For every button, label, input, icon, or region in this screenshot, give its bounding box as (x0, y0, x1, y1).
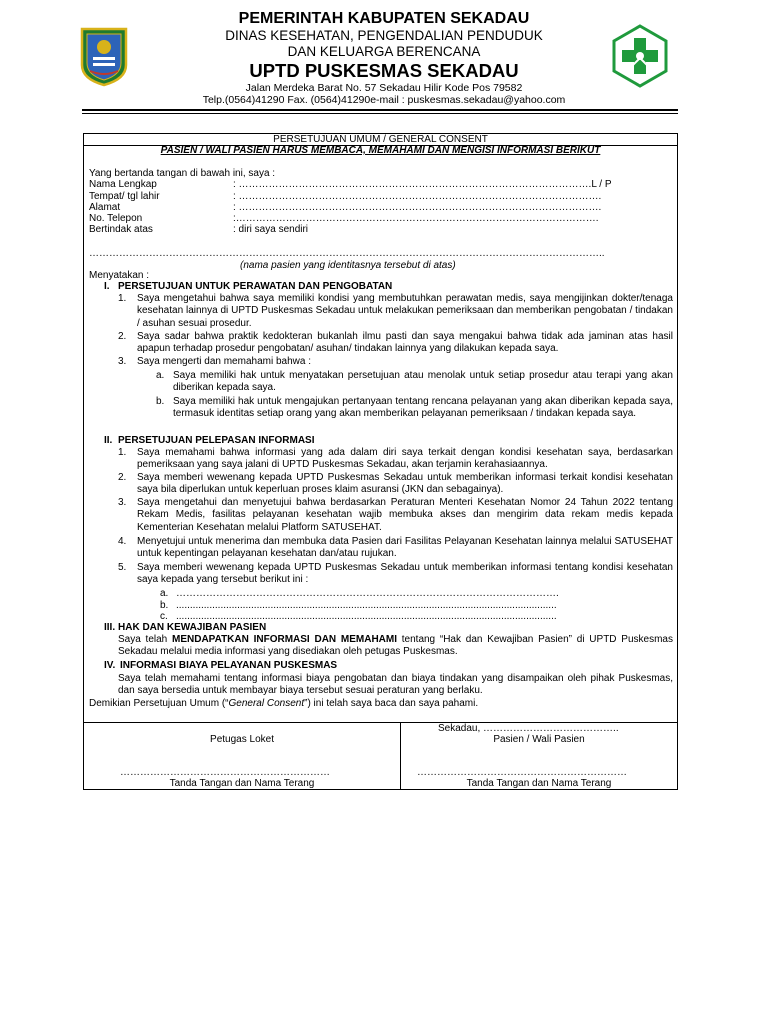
section-3-text-end: tentang “Hak dan Kewajiban Pasien” di UPTD Puskesmas Sekadau melalui media informasi yang disediakan oleh petugas Puskesmas. (118, 634, 673, 658)
field-phone[interactable]: :………………………………………………………………………………………………. (233, 213, 599, 224)
patient-name-note: (nama pasien yang identitasnya tersebut di atas) (240, 260, 456, 271)
closing-start: Demikian Persetujuan Umum (“ (89, 698, 229, 709)
section-3-title: HAK DAN KEWAJIBAN PASIEN (118, 622, 267, 633)
s2-sub-a-number: a. (160, 588, 169, 599)
consent-form (83, 133, 678, 790)
institution-contact: Telp.(0564)41290 Fax. (0564)41290e-mail : puskesmas.sekadau@yahoo.com (202, 94, 566, 106)
right-signer-role: Pasien / Wali Pasien (493, 734, 585, 745)
s2-recipient-a[interactable]: ……………………………………………………………………………………………………. (176, 588, 559, 599)
intro-text: Yang bertanda tangan di bawah ini, saya : (89, 168, 276, 179)
sekadau-regency-emblem (78, 25, 130, 87)
field-birth[interactable]: : ………………………………………………………………………………………………. (233, 191, 602, 202)
form-subtitle: PASIEN / WALI PASIEN HARUS MEMBACA, MEMAHAMI DAN MENGISI INFORMASI BERIKUT (160, 145, 601, 156)
section-3-emphasis: MENDAPATKAN INFORMASI DAN MEMAHAMI (172, 634, 397, 645)
s2-sub-c-number: c. (160, 611, 168, 622)
s1-item-3-number: 3. (118, 356, 127, 367)
letterhead-divider-thin (82, 113, 678, 114)
s1-sub-b-number: b. (156, 396, 165, 407)
section-4-number: IV. (104, 660, 116, 671)
section-3-text-start: Saya telah (118, 634, 172, 645)
section-3-text (118, 634, 673, 659)
section-4-text: Saya telah memahami tentang informasi biaya pengobatan dan biaya tindakan yang disampaikan oleh pihak Puskesmas, dan saya bersedia untuk membayar biaya tersebut sesuai peraturan yang berlaku. (118, 673, 673, 697)
s2-item-2-text: Saya memberi wewenang kepada UPTD Puskesmas Sekadau untuk memberikan informasi terkait kondisi kesehatan saya bila diperlukan untuk keperluan proses klaim asuransi (JKN dan sebagainya). (137, 472, 673, 496)
left-signature-caption: Tanda Tangan dan Nama Terang (169, 778, 315, 789)
s1-sub-b-text: Saya memiliki hak untuk mengajukan pertanyaan tentang rencana pelayanan yang akan diberikan kepada saya, termasuk identitas setiap orang yang akan memberikan pelayanan pemeriksaan / tindakan kepada saya. (173, 396, 673, 420)
s1-item-1-text: Saya mengetahui bahwa saya memiliki kondisi yang membutuhkan perawatan medis, saya mengijinkan dokter/tenaga kesehatan lainnya di UPTD Puskesmas Sekadau untuk melakukan pemeriksaan dan memberikan pengobatan / tindakan / asuhan sesuai prosedur. (137, 293, 673, 329)
department-name-1: DINAS KESEHATAN, PENGENDALIAN PENDUDUK (225, 28, 543, 43)
s2-item-4-number: 4. (118, 536, 127, 547)
field-label-acting: Bertindak atas (89, 224, 153, 235)
s1-item-2-text: Saya sadar bahwa praktik kedokteran bukanlah ilmu pasti dan saya mengakui bahwa tidak ada jaminan atas hasil apapun terhadap prosedur pengobatan/ asuhan/ tindakan lainnya yang dilakukan kepada saya. (137, 331, 673, 355)
government-name: PEMERINTAH KABUPATEN SEKADAU (238, 10, 530, 27)
section-4-title: INFORMASI BIAYA PELAYANAN PUSKESMAS (120, 660, 338, 671)
section-2-title: PERSETUJUAN PELEPASAN INFORMASI (118, 435, 315, 446)
section-1-title: PERSETUJUAN UNTUK PERAWATAN DAN PENGOBATAN (118, 281, 393, 292)
section-1-number: I. (104, 281, 110, 292)
field-label-address: Alamat (89, 202, 121, 213)
letterhead (150, 10, 618, 106)
declare-label: Menyatakan : (89, 270, 150, 281)
s2-item-5-text: Saya memberi wewenang kepada UPTD Puskesmas Sekadau untuk memberikan informasi tentang kondisi kesehatan saya kepada yang tersebut berikut ini : (137, 562, 673, 586)
section-2-number: II. (104, 435, 113, 446)
department-name-2: DAN KELUARGA BERENCANA (287, 44, 481, 59)
s2-item-1-number: 1. (118, 447, 127, 458)
s1-item-1-number: 1. (118, 293, 127, 304)
s2-sub-b-number: b. (160, 600, 169, 611)
closing-italic: General Consent (228, 698, 305, 709)
field-name[interactable]: : …………………………………………………………………………………………….L / P (233, 179, 612, 190)
s1-sub-a-number: a. (156, 370, 165, 381)
left-signature-line[interactable]: ……………………………………………………… (120, 767, 330, 778)
field-label-phone: No. Telepon (89, 213, 143, 224)
s2-item-4-text: Menyetujui untuk menerima dan membuka data Pasien dari Fasilitas Pelayanan Kesehatan lainnya melalui SATUSEHAT untuk kepentingan pelayanan kesehatan dan/atau rujukan. (137, 536, 673, 560)
s2-item-3-number: 3. (118, 497, 127, 508)
field-address[interactable]: : ………………………………………………………………………………………………. (233, 202, 602, 213)
right-signature-line[interactable]: ……………………………………………………… (417, 767, 627, 778)
place-date[interactable]: Sekadau, ………………………………….. (438, 723, 619, 734)
s1-item-3-text: Saya mengerti dan memahami bahwa : (137, 356, 311, 367)
institution-name: UPTD PUSKESMAS SEKADAU (249, 60, 519, 81)
s2-recipient-b[interactable]: ......................................................................................................................................... (176, 600, 557, 611)
letterhead-divider-thick (82, 109, 678, 111)
closing-end: ”) ini telah saya baca dan saya pahami. (304, 698, 479, 709)
s2-item-5-number: 5. (118, 562, 127, 573)
section-3-number: III. (104, 622, 116, 633)
institution-address: Jalan Merdeka Barat No. 57 Sekadau Hilir Kode Pos 79582 (245, 82, 523, 94)
form-title: PERSETUJUAN UMUM / GENERAL CONSENT (84, 134, 677, 146)
s1-sub-a-text: Saya memiliki hak untuk menyatakan persetujuan atau menolak untuk setiap prosedur atau terapi yang akan diberikan kepada saya. (173, 370, 673, 394)
puskesmas-logo (612, 24, 668, 88)
s2-recipient-c[interactable]: ......................................................................................................................................... (176, 611, 557, 622)
s2-item-2-number: 2. (118, 472, 127, 483)
s1-item-2-number: 2. (118, 331, 127, 342)
s2-item-1-text: Saya memahami bahwa informasi yang ada dalam diri saya terkait dengan kondisi kesehatan saya, berdasarkan pemeriksaan yang saya jalani di UPTD Puskesmas Sekadau, akan terjamin kerahasiaannya. (137, 447, 673, 471)
right-signature-caption: Tanda Tangan dan Nama Terang (466, 778, 612, 789)
patient-name-line[interactable]: ……………………………………………………………………………………………………………………………………….. (89, 248, 605, 259)
closing-statement (89, 698, 478, 710)
field-label-name: Nama Lengkap (89, 179, 157, 190)
s2-item-3-text: Saya mengetahui dan menyetujui bahwa berdasarkan Peraturan Menteri Kesehatan Nomor 24 Tahun 2022 tentang Rekam Medis, fasilitas pelayanan kesehatan wajib membuka akses dan mengirim data rekam medis kepada Kementerian Kesehatan melalui Platform SATUSEHAT. (137, 497, 673, 533)
left-signer-role: Petugas Loket (210, 734, 274, 745)
field-label-birth: Tempat/ tgl lahir (89, 191, 160, 202)
field-acting: : diri saya sendiri (233, 224, 309, 235)
